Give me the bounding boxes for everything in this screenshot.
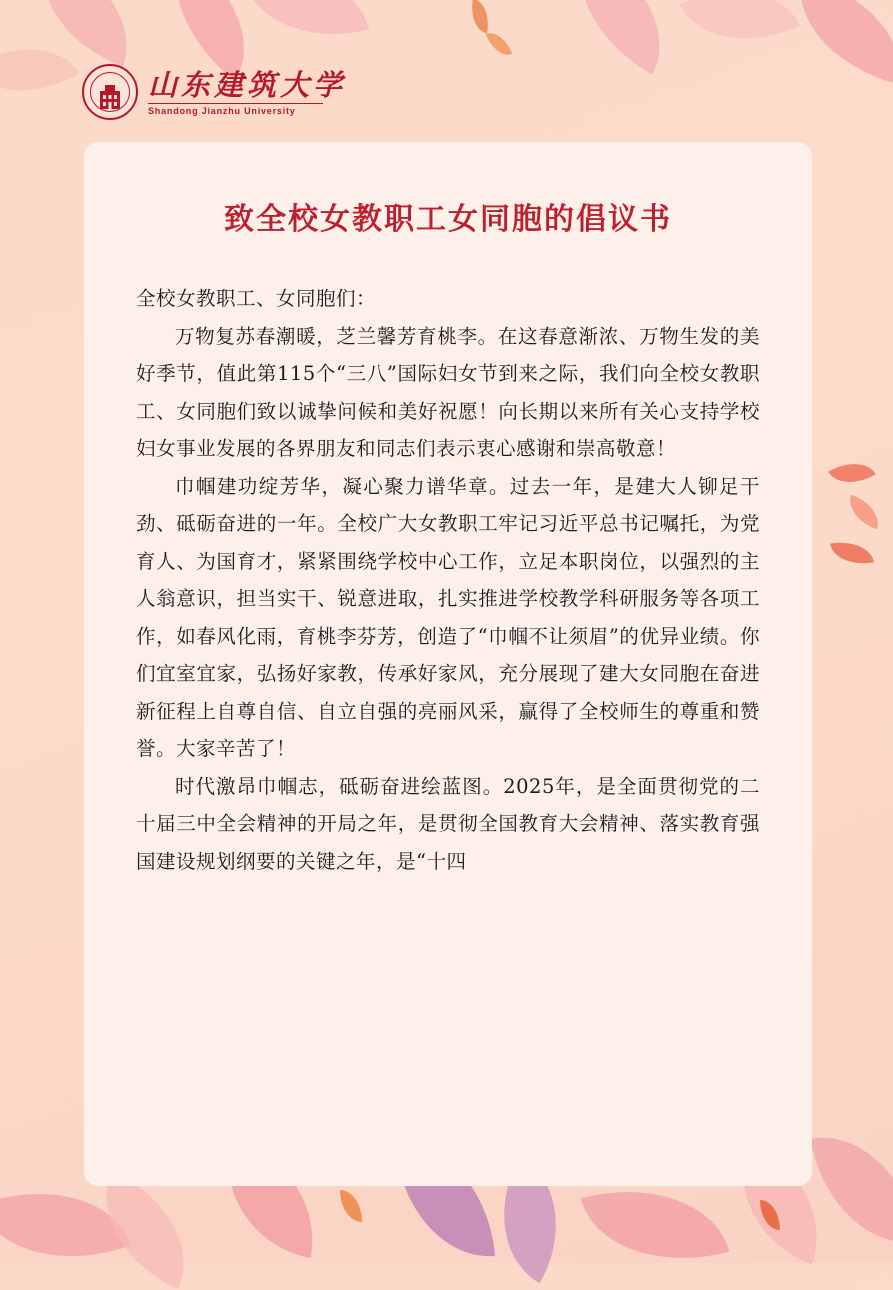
- paragraph: 巾帼建功绽芳华，凝心聚力谱华章。过去一年，是建大人铆足干劲、砥砺奋进的一年。全校广大女教职工牢记习近平总书记嘱托，为党育人、为国育才，紧紧围绕学校中心工作，立足本职岗位，以强烈的主人翁意识，担当实干、锐意进取，扎实推进学校教学科研服务等各项工作，如春风化雨，育桃李芬芳，创造了“巾帼不让须眉”的优异业绩。你们宜室宜家，弘扬好家教，传承好家风，充分展现了建大女同胞在奋进新征程上自尊自信、自立自强的亮丽风采，赢得了全校师生的尊重和赞誉。大家辛苦了！: [136, 474, 760, 760]
- university-seal-icon: [82, 64, 138, 120]
- letter-title: 致全校女教职工女同胞的倡议书: [224, 202, 672, 237]
- salutation: 全校女教职工、女同胞们：: [136, 287, 377, 310]
- side-floral-decoration: [812, 440, 893, 600]
- university-name-en: Shandong Jianzhu University: [148, 103, 323, 116]
- paragraph: 万物复苏春潮暖，芝兰馨芳育桃李。在这春意渐浓、万物生发的美好季节，值此第115个“三八”国际妇女节到来之际，我们向全校女教职工、女同胞们致以诚挚问候和美好祝愿！向长期以来所有关心支持学校妇女事业发展的各界朋友和同志们表示衷心感谢和崇高敬意！: [136, 324, 760, 460]
- university-name-cn: 山东建筑大学: [148, 68, 347, 102]
- university-logo: [82, 62, 346, 122]
- letter-body: [136, 280, 760, 880]
- paragraph: 时代激昂巾帼志，砥砺奋进绘蓝图。2025年，是全面贯彻党的二十届三中全会精神的开局之年，是贯彻全国教育大会精神、落实教育强国建设规划纲要的关键之年，是“十四: [136, 774, 760, 873]
- letter-card: [84, 142, 812, 1186]
